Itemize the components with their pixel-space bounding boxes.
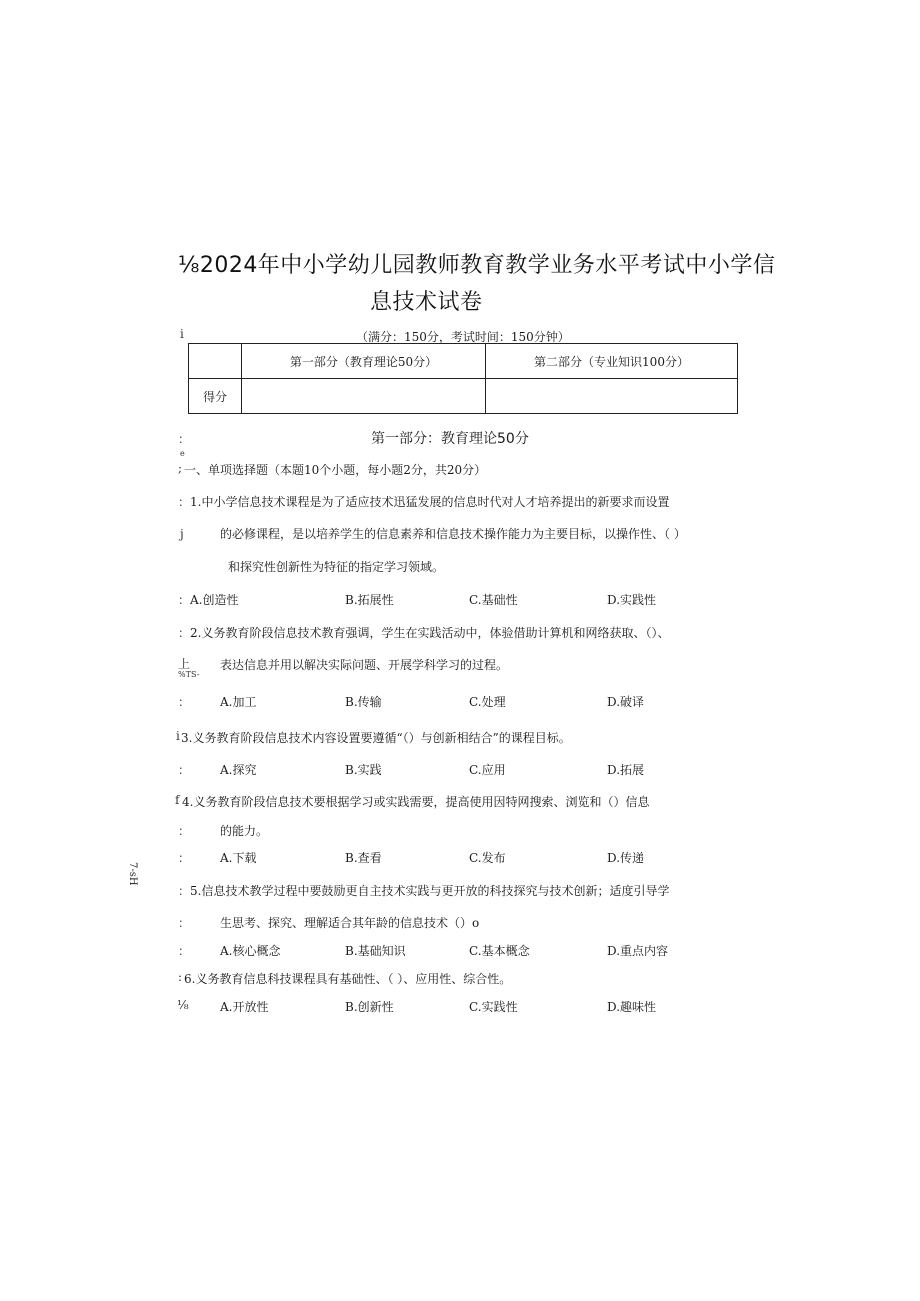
margin-mark: ：	[178, 626, 191, 640]
score-table-row-label: 得分	[189, 379, 242, 414]
question-2-option-d[interactable]: D.破译	[607, 695, 645, 709]
question-6-line-1: 6.义务教育信息科技课程具有基础性、（ ）、应用性、综合性。	[184, 972, 512, 986]
question-3-option-a[interactable]: A.探究	[220, 763, 257, 777]
question-5-option-c[interactable]: C.基本概念	[469, 944, 530, 958]
side-margin-text: 7-sH	[127, 862, 138, 886]
exam-title-line2: 息技术试卷	[370, 290, 483, 315]
score-table-corner	[189, 344, 242, 379]
margin-mark: 上	[178, 657, 191, 671]
score-table-header-part1: 第一部分（教育理论50分）	[242, 344, 486, 379]
margin-mark: ：	[178, 495, 191, 509]
question-1-line-2: 的必修课程，是以培养学生的信息素养和信息技术操作能力为主要目标，以操作性、（ ）	[220, 527, 686, 541]
question-5-line-2: 生思考、探究、理解适合其年龄的信息技术（）o	[220, 916, 480, 930]
margin-mark: i	[176, 729, 180, 743]
margin-mark: i	[180, 327, 184, 341]
question-1-line-3: 和探究性创新性为特征的指定学习领域。	[228, 560, 445, 574]
score-table-header-part2: 第二部分（专业知识100分）	[486, 344, 738, 379]
question-3-option-b[interactable]: B.实践	[345, 763, 382, 777]
question-4-line-1: 4.义务教育阶段信息技术要根据学习或实践需要，提高使用因特网搜索、浏览和（）信息	[182, 795, 650, 809]
question-6-option-c[interactable]: C.实践性	[469, 1000, 518, 1014]
question-3-option-c[interactable]: C.应用	[469, 763, 506, 777]
question-3-option-d[interactable]: D.拓展	[607, 763, 645, 777]
score-table-header-row	[189, 344, 738, 379]
margin-mark: ;	[178, 461, 183, 475]
margin-mark: ：	[178, 432, 191, 446]
margin-mark: ：	[178, 944, 191, 958]
question-1-option-d[interactable]: D.实践性	[607, 593, 657, 607]
question-2-option-a[interactable]: A.加工	[220, 695, 257, 709]
question-4-option-a[interactable]: A.下载	[220, 851, 257, 865]
question-1-option-c[interactable]: C.基础性	[469, 593, 518, 607]
question-4-option-b[interactable]: B.查看	[345, 851, 382, 865]
margin-mark: ：	[178, 851, 191, 865]
margin-mark: :	[178, 970, 183, 984]
score-table	[188, 343, 738, 414]
question-2-option-b[interactable]: B.传输	[345, 695, 382, 709]
margin-mark: ：	[178, 763, 191, 777]
question-6-option-d[interactable]: D.趣味性	[607, 1000, 657, 1014]
margin-mark: ：	[178, 593, 191, 607]
question-2-line-1: 2.义务教育阶段信息技术教育强调，学生在实践活动中，体验借助计算机和网络获取、（）、	[190, 626, 670, 640]
question-5-option-a[interactable]: A.核心概念	[220, 944, 281, 958]
margin-mark: f	[175, 793, 180, 807]
margin-mark: ：	[178, 916, 191, 930]
margin-mark: %TS-	[178, 670, 200, 679]
question-5-option-b[interactable]: B.基础知识	[345, 944, 406, 958]
exam-title-line1: ⅛2024年中小学幼儿园教师教育教学业务水平考试中小学信	[178, 253, 776, 278]
question-2-option-c[interactable]: C.处理	[469, 695, 506, 709]
exam-info: （满分：150分，考试时间：150分钟）	[356, 330, 570, 344]
question-5-line-1: 5.信息技术教学过程中要鼓励更自主技术实践与更开放的科技探究与技术创新；适度引导学	[190, 884, 670, 898]
margin-mark: ：	[178, 884, 191, 898]
question-3-line-1: 3.义务教育阶段信息技术内容设置要遵循“（）与创新相结合”的课程目标。	[181, 731, 571, 745]
question-1-option-b[interactable]: B.拓展性	[345, 593, 394, 607]
question-4-line-2: 的能力。	[220, 824, 269, 838]
score-table-score-row	[189, 379, 738, 414]
question-1-line-1: 1.中小学信息技术课程是为了适应技术迅猛发展的信息时代对人才培养提出的新要求而设置	[190, 495, 670, 509]
question-2-line-2: 表达信息并用以解决实际问题、开展学科学习的过程。	[220, 658, 509, 672]
question-6-option-b[interactable]: B.创新性	[345, 1000, 394, 1014]
margin-mark: ：	[178, 824, 191, 838]
margin-mark: ⅛	[177, 998, 189, 1012]
margin-mark: ：	[178, 695, 191, 709]
part-heading: 一、单项选择题（本题10个小题，每小题2分，共20分）	[184, 463, 487, 477]
margin-mark: e	[180, 449, 185, 458]
score-cell-part2[interactable]	[486, 379, 738, 414]
question-5-option-d[interactable]: D.重点内容	[607, 944, 669, 958]
question-1-option-a[interactable]: A.创造性	[190, 593, 239, 607]
question-4-option-c[interactable]: C.发布	[469, 851, 506, 865]
question-6-option-a[interactable]: A.开放性	[220, 1000, 269, 1014]
question-4-option-d[interactable]: D.传递	[607, 851, 645, 865]
margin-mark: j	[180, 527, 184, 541]
section1-heading: 第一部分：教育理论50分	[371, 431, 529, 447]
score-cell-part1[interactable]	[242, 379, 486, 414]
